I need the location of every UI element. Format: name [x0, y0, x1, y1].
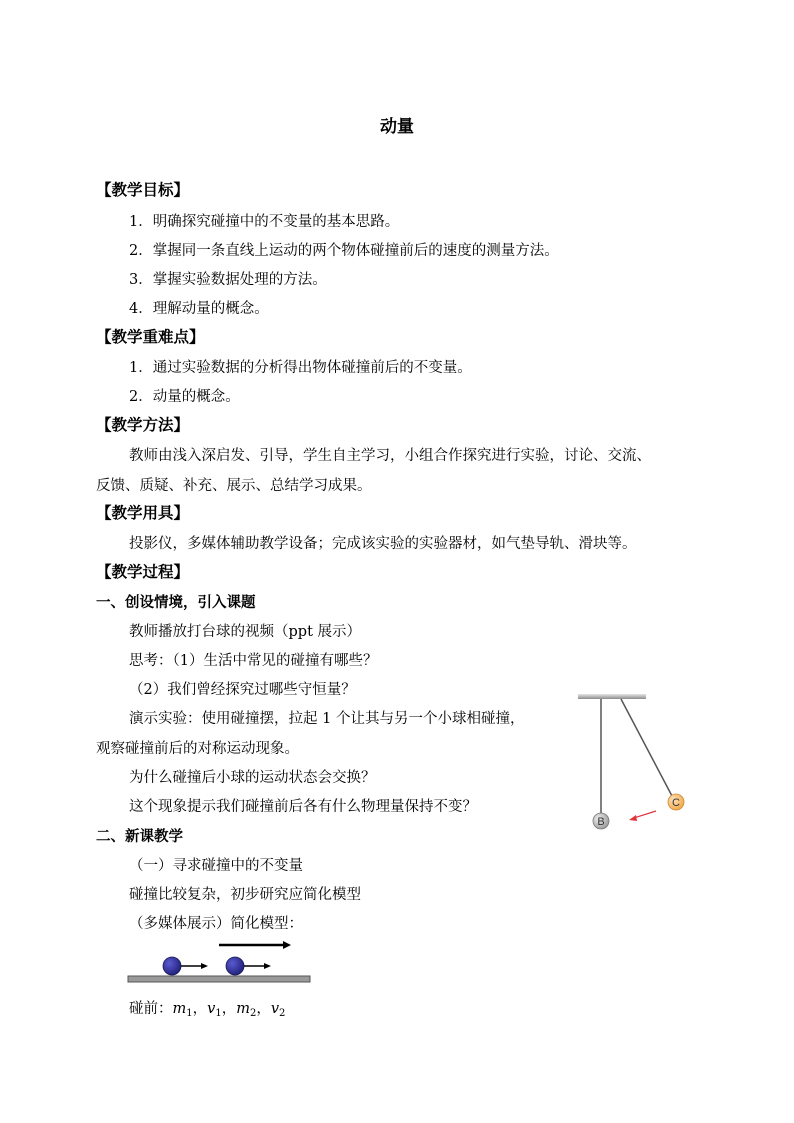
key-point-item-2: 2．动量的概念。	[129, 389, 240, 405]
mass-subscript-2: 2	[249, 1008, 257, 1019]
velocity-symbol-1: v	[207, 1001, 216, 1017]
page-title: 动量	[380, 117, 414, 137]
objective-item-3: 3．掌握实验数据处理的方法。	[129, 272, 327, 288]
tools-heading: 【教学用具】	[96, 504, 190, 522]
pendulum-figure	[570, 685, 690, 835]
objective-item-4: 4．理解动量的概念。	[129, 301, 269, 317]
part1-line-4: 演示实验：使用碰撞摆，拉起 1 个让其与另一个小球相碰撞，	[129, 711, 525, 727]
swing-arrow-shaft	[634, 811, 656, 818]
ball-c-label: C	[672, 797, 680, 809]
separator-1: ，	[192, 1001, 208, 1017]
part2-line-1: （一）寻求碰撞中的不变量	[129, 858, 303, 874]
part2-heading: 二、新课教学	[96, 829, 183, 845]
separator-2: ，	[221, 1001, 237, 1017]
tools-line: 投影仪，多媒体辅助教学设备；完成该实验的实验器材，如气垫导轨、滑块等。	[129, 536, 637, 552]
methods-heading: 【教学方法】	[96, 416, 190, 434]
motion-arrowhead	[283, 941, 291, 949]
ball-2-arrowhead	[264, 963, 271, 969]
objectives-heading: 【教学目标】	[96, 181, 190, 199]
methods-line-2: 反馈、质疑、补充、展示、总结学习成果。	[96, 478, 372, 494]
part1-line-6: 为什么碰撞后小球的运动状态会交换？	[129, 770, 376, 786]
before-formula	[129, 999, 285, 1024]
track	[128, 976, 310, 982]
part2-line-3: （多媒体展示）简化模型：	[129, 916, 303, 932]
ball-2	[226, 957, 244, 975]
pendulum-support-bar	[578, 694, 646, 699]
part1-line-7: 这个现象提示我们碰撞前后各有什么物理量保持不变？	[129, 799, 477, 815]
swing-arrow-head	[629, 815, 637, 821]
velocity-subscript-1: 1	[215, 1008, 222, 1019]
process-heading: 【教学过程】	[96, 563, 190, 581]
before-label: 碰前：	[129, 1001, 173, 1017]
part1-line-2: 思考：（1）生活中常见的碰撞有哪些？	[129, 653, 378, 669]
velocity-symbol-2: v	[270, 1001, 280, 1017]
objective-item-1: 1．明确探究碰撞中的不变量的基本思路。	[129, 214, 400, 230]
objective-item-2: 2．掌握同一条直线上运动的两个物体碰撞前后的速度的测量方法。	[129, 243, 559, 259]
mass-symbol-1: m	[172, 1001, 187, 1017]
velocity-subscript-2: 2	[279, 1008, 286, 1019]
part2-line-2: 碰撞比较复杂，初步研究应简化模型	[129, 887, 361, 903]
mass-symbol-2: m	[236, 1001, 250, 1017]
ball-1-arrowhead	[201, 963, 208, 969]
collision-model-figure	[128, 936, 318, 986]
part1-line-3: （2）我们曾经探究过哪些守恒量？	[129, 682, 356, 698]
mass-subscript-1: 1	[186, 1008, 193, 1019]
separator-3: ，	[256, 1001, 271, 1017]
pendulum-string-c	[621, 699, 672, 796]
ball-b-label: B	[597, 816, 605, 828]
key-point-item-1: 1．通过实验数据的分析得出物体碰撞前后的不变量。	[129, 360, 472, 376]
part1-heading: 一、创设情境，引入课题	[96, 595, 256, 611]
ball-1	[163, 957, 181, 975]
methods-line-1: 教师由浅入深启发、引导，学生自主学习，小组合作探究进行实验，讨论、交流、	[129, 448, 651, 464]
key-points-heading: 【教学重难点】	[96, 328, 205, 346]
part1-line-1: 教师播放打台球的视频（ppt 展示）	[129, 624, 361, 640]
part1-line-5: 观察碰撞前后的对称运动现象。	[96, 741, 299, 757]
